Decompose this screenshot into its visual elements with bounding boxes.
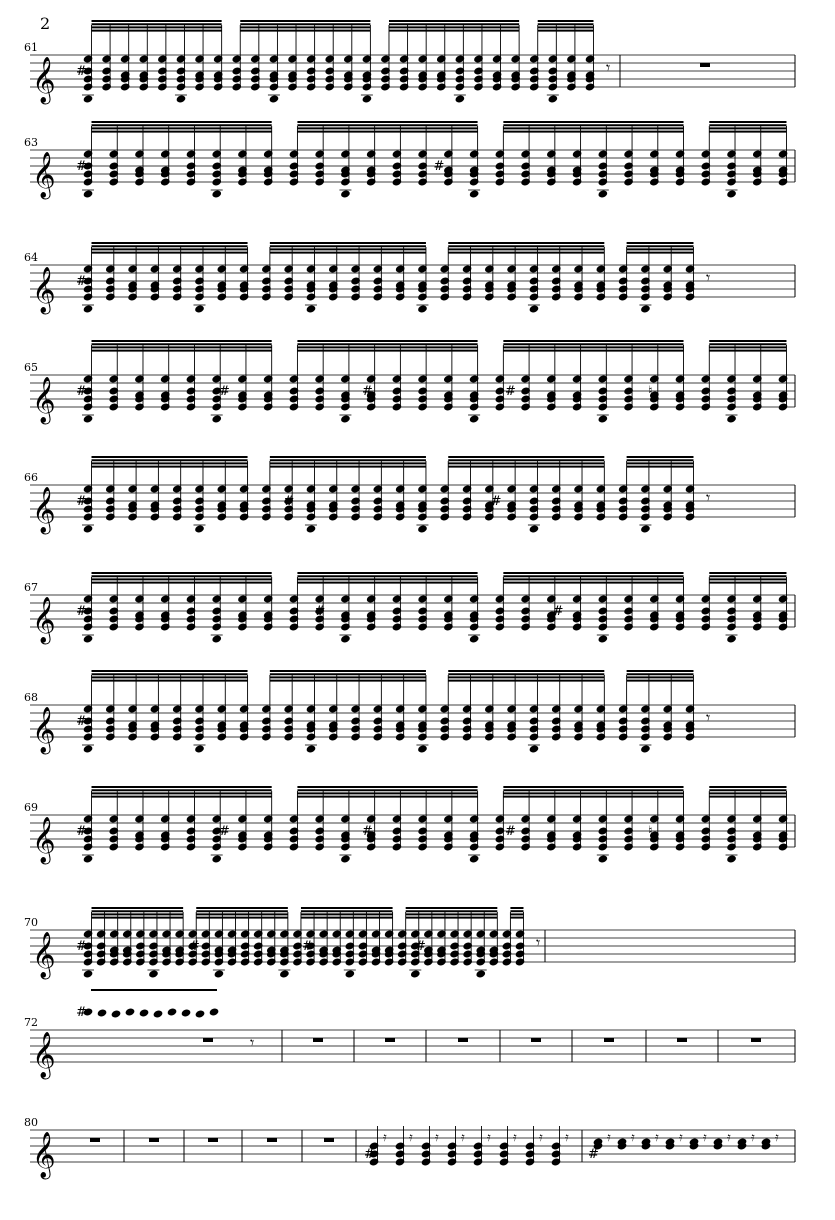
accidental: # — [76, 159, 87, 174]
note-head — [469, 190, 478, 198]
accidental: # — [362, 824, 373, 839]
eighth-rest: 𝄾 — [606, 58, 611, 77]
note-head — [181, 1009, 190, 1017]
note-head — [727, 415, 736, 423]
sixteenth-rest: 𝄿 — [727, 1130, 731, 1144]
treble-clef: 𝄞 — [32, 267, 56, 313]
note-head — [345, 970, 354, 978]
accidental: # — [219, 824, 230, 839]
whole-rest — [604, 1038, 614, 1042]
measure-number: 80 — [24, 1116, 38, 1129]
accidental: # — [505, 384, 516, 399]
sixteenth-rest: 𝄿 — [487, 1130, 491, 1144]
eighth-rest: 𝄾 — [536, 933, 541, 952]
accidental: # — [362, 384, 373, 399]
sixteenth-rest: 𝄿 — [539, 1130, 543, 1144]
measure-number: 69 — [24, 801, 38, 814]
accidental: # — [219, 384, 230, 399]
whole-rest — [90, 1138, 100, 1142]
page-number: 2 — [40, 14, 51, 33]
treble-clef: 𝄞 — [32, 597, 56, 643]
note-head — [418, 745, 427, 753]
sixteenth-rest: 𝄿 — [409, 1130, 413, 1144]
note-head — [209, 1008, 218, 1016]
accidental: # — [415, 939, 426, 954]
note-head — [195, 1010, 204, 1018]
note-head — [469, 635, 478, 643]
note-head — [83, 970, 92, 978]
measure-number: 70 — [24, 916, 38, 929]
sixteenth-rest: 𝄿 — [435, 1130, 439, 1144]
measure-number: 66 — [24, 471, 38, 484]
staff-system — [0, 100, 835, 198]
accidental: ♮ — [648, 824, 653, 839]
whole-rest — [324, 1138, 334, 1142]
whole-rest — [149, 1138, 159, 1142]
note-head — [167, 1008, 176, 1016]
note-head — [212, 635, 221, 643]
accidental: ♮ — [648, 384, 653, 399]
measure-number: 67 — [24, 581, 38, 594]
note-head — [83, 305, 92, 313]
sixteenth-rest: 𝄿 — [775, 1130, 779, 1144]
sixteenth-rest: 𝄿 — [655, 1130, 659, 1144]
note-head — [139, 1009, 148, 1017]
note-head — [195, 745, 204, 753]
sixteenth-rest: 𝄿 — [703, 1130, 707, 1144]
note-head — [476, 970, 485, 978]
accidental: # — [189, 939, 200, 954]
sixteenth-rest: 𝄿 — [383, 1130, 387, 1144]
treble-clef: 𝄞 — [32, 1032, 56, 1078]
measure-number: 65 — [24, 361, 38, 374]
note-head — [469, 415, 478, 423]
accidental: # — [76, 274, 87, 289]
note-head — [641, 525, 650, 533]
measure-number: 72 — [24, 1016, 38, 1029]
note-head — [83, 415, 92, 423]
note-head — [598, 855, 607, 863]
note-head — [212, 190, 221, 198]
accidental: # — [314, 604, 326, 619]
whole-rest — [385, 1038, 395, 1042]
whole-rest — [458, 1038, 468, 1042]
note-head — [83, 525, 92, 533]
whole-rest — [203, 1038, 213, 1042]
note-head — [411, 970, 420, 978]
note-head — [529, 745, 538, 753]
staff-system — [0, 215, 835, 313]
accidental: # — [433, 159, 445, 174]
staff-system — [0, 1080, 835, 1178]
note-head — [111, 1010, 120, 1018]
treble-clef: 𝄞 — [32, 152, 56, 198]
treble-clef: 𝄞 — [32, 487, 56, 533]
whole-rest — [677, 1038, 687, 1042]
note-head — [418, 525, 427, 533]
whole-rest — [700, 63, 710, 67]
note-head — [598, 635, 607, 643]
accidental: # — [76, 1005, 87, 1020]
staff-system — [0, 980, 835, 1078]
staff-system — [0, 325, 835, 423]
treble-clef: 𝄞 — [32, 932, 56, 978]
sixteenth-rest: 𝄿 — [679, 1130, 683, 1144]
note-head — [214, 970, 223, 978]
accidental: # — [76, 494, 87, 509]
note-head — [529, 305, 538, 313]
accidental: # — [76, 604, 87, 619]
whole-rest — [208, 1138, 218, 1142]
staff-system — [0, 765, 835, 863]
note-head — [83, 855, 92, 863]
sixteenth-rest: 𝄿 — [513, 1130, 517, 1144]
note-head — [727, 855, 736, 863]
sixteenth-rest: 𝄿 — [631, 1130, 635, 1144]
treble-clef: 𝄞 — [32, 817, 56, 863]
note-head — [280, 970, 289, 978]
note-head — [97, 1009, 106, 1017]
measure-number: 68 — [24, 691, 38, 704]
accidental: # — [76, 939, 87, 954]
eighth-rest: 𝄾 — [250, 1033, 255, 1052]
measure-number: 61 — [24, 41, 38, 54]
note-head — [306, 305, 315, 313]
staff-system — [0, 545, 835, 643]
note-head — [598, 190, 607, 198]
accidental: # — [76, 824, 87, 839]
note-head — [469, 855, 478, 863]
note-head — [641, 745, 650, 753]
staff-system — [0, 5, 835, 103]
note-head — [727, 635, 736, 643]
measure-number: 63 — [24, 136, 38, 149]
note-head — [306, 745, 315, 753]
whole-rest — [313, 1038, 323, 1042]
note-head — [212, 415, 221, 423]
sixteenth-rest: 𝄿 — [751, 1130, 755, 1144]
note-head — [418, 305, 427, 313]
note-head — [83, 745, 92, 753]
sixteenth-rest: 𝄿 — [461, 1130, 465, 1144]
accidental: # — [364, 1147, 375, 1162]
accidental: # — [588, 1147, 599, 1162]
staff — [0, 1080, 835, 1220]
note-head — [195, 525, 204, 533]
note-head — [341, 415, 350, 423]
note-head — [125, 1008, 134, 1016]
accidental: # — [302, 939, 313, 954]
note-head — [153, 1010, 162, 1018]
note-head — [341, 855, 350, 863]
accidental: # — [283, 494, 295, 509]
note-head — [641, 305, 650, 313]
accidental: # — [490, 494, 502, 509]
note-head — [598, 415, 607, 423]
note-head — [149, 970, 158, 978]
accidental: # — [76, 384, 87, 399]
note-head — [341, 190, 350, 198]
note-head — [529, 525, 538, 533]
accidental: # — [76, 64, 87, 79]
note-head — [727, 190, 736, 198]
treble-clef: 𝄞 — [32, 1132, 56, 1178]
whole-rest — [751, 1038, 761, 1042]
treble-clef: 𝄞 — [32, 707, 56, 753]
treble-clef: 𝄞 — [32, 57, 56, 103]
whole-rest — [267, 1138, 277, 1142]
accidental: # — [76, 714, 87, 729]
note-head — [83, 190, 92, 198]
treble-clef: 𝄞 — [32, 377, 56, 423]
note-head — [212, 855, 221, 863]
sixteenth-rest: 𝄿 — [565, 1130, 569, 1144]
eighth-rest: 𝄾 — [706, 268, 711, 287]
note-head — [195, 305, 204, 313]
staff-system — [0, 655, 835, 753]
sixteenth-rest: 𝄿 — [607, 1130, 611, 1144]
eighth-rest: 𝄾 — [706, 488, 711, 507]
accidental: # — [552, 604, 564, 619]
note-head — [306, 525, 315, 533]
staff-system — [0, 435, 835, 533]
whole-rest — [531, 1038, 541, 1042]
note-head — [341, 635, 350, 643]
staff-system — [0, 880, 835, 978]
accidental: # — [505, 824, 516, 839]
note-head — [83, 635, 92, 643]
measure-number: 64 — [24, 251, 38, 264]
eighth-rest: 𝄾 — [706, 708, 711, 727]
